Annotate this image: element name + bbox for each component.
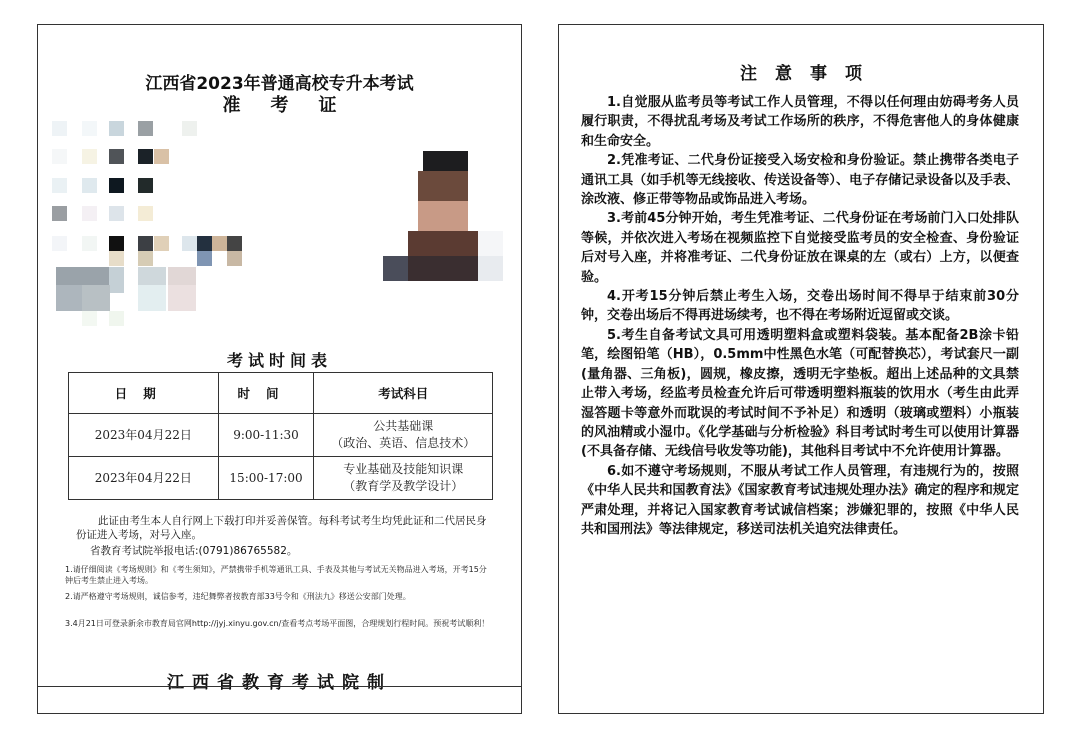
pixelated-block — [227, 251, 242, 266]
pixelated-block — [197, 236, 212, 251]
pixelated-block — [109, 251, 124, 266]
pixelated-block — [82, 121, 97, 136]
pixelated-block — [82, 149, 97, 164]
pixelated-block — [52, 121, 67, 136]
rule-item: 2.凭准考证、二代身份证接受入场安检和身份验证。禁止携带各类电子通讯工具（如手机等无线接收、传送设备等）、电子存储记录设备以及手表、涂改液、修正带等物品或饰品进入考场。 — [581, 153, 1019, 208]
pixelated-block — [109, 236, 124, 251]
pixelated-block — [82, 206, 97, 221]
exam-schedule-table — [68, 372, 493, 500]
row-subject — [314, 457, 493, 500]
schedule-title: 考试时间表 — [226, 351, 332, 370]
table-row — [69, 457, 493, 500]
pixelated-block — [154, 236, 169, 251]
subject-detail: （政治、英语、信息技术） — [331, 436, 476, 450]
row-time: 15:00-17:00 — [218, 457, 314, 500]
pixelated-block — [109, 311, 124, 326]
pixelated-block — [109, 121, 124, 136]
pixelated-block — [418, 201, 468, 231]
pixelated-block — [182, 236, 197, 251]
rule-item: 4.开考15分钟后禁止考生入场，交卷出场时间不得早于结束前30分钟，交卷出场后不得再进场续考，也不得在考场附近逗留或交谈。 — [581, 289, 1019, 324]
table-row — [69, 414, 493, 457]
pixelated-block — [52, 178, 67, 193]
rule-item: 1.自觉服从监考员等考试工作人员管理，不得以任何理由妨碍考务人员履行职责，不得扰乱考场及考试工作场所的秩序，不得危害他人的身体健康和生命安全。 — [581, 95, 1019, 149]
issuer-name: 江西省教育考试院制 — [167, 673, 392, 693]
subject-name: 公共基础课 — [373, 419, 434, 433]
pixelated-block — [383, 256, 408, 281]
rules-list — [581, 93, 1019, 539]
row-date: 2023年04月22日 — [69, 457, 219, 500]
header-date: 日期 — [69, 373, 219, 414]
pixelated-block — [52, 236, 67, 251]
table-header-row — [69, 373, 493, 414]
note-item: 2.请严格遵守考场规则，诚信参考，违纪舞弊者按教育部33号令和《刑法九》移送公安部门处理。 — [65, 592, 411, 601]
rule-item: 3.考前45分钟开始，考生凭准考证、二代身份证在考场前门入口处排队等候，并依次进入考场在视频监控下自觉接受监考员的安全检查、身份验证后对号入座，并将准考证、二代身份证放在课桌的左（或右）上方，以便查验。 — [581, 211, 1019, 285]
rule-item: 5.考生自备考试文具可用透明塑料盒或塑料袋装。基本配备2B涂卡铅笔，绘图铅笔（HB），0.5mm中性黑色水笔（可配替换芯），考试套尺一副(量角器、三角板)，圆规，橡皮擦，透明无字垫板。超出上述品种的文具禁止带入考场，经监考员检查允许后可带透明塑料瓶装的饮用水（考生由此弄湿答题卡等意外而耽误的考试时间不予补足）和透明（玻璃或塑料）小瓶装的风油精或小湿巾。《化学基础与分析检验》科目考试时考生可以使用计算器(不具备存储、无线信号收发等功能)，其他科目考试中不允许使用计算器。 — [581, 327, 1019, 460]
pixelated-block — [197, 251, 212, 266]
pixelated-block — [109, 178, 124, 193]
pixelated-block — [138, 285, 166, 311]
admission-ticket-page — [37, 24, 522, 714]
ticket-notice: 此证由考生本人自行网上下载打印并妥善保管。每科考试考生均凭此证和二代居民身份证进入考场，对号入座。 — [76, 515, 487, 541]
pixelated-block — [138, 206, 153, 221]
pixelated-block — [109, 206, 124, 221]
pixelated-block — [423, 151, 468, 171]
pixelated-block — [52, 149, 67, 164]
pixelated-block — [478, 256, 503, 281]
pixelated-block — [168, 285, 196, 311]
pixelated-block — [154, 149, 169, 164]
pixelated-block — [56, 285, 84, 311]
ticket-title: 江西省2023年普通高校专升本考试 — [145, 74, 414, 94]
ticket-subtitle: 准考证 — [222, 95, 367, 116]
pixelated-block — [82, 178, 97, 193]
header-time: 时间 — [218, 373, 314, 414]
rule-item: 6.如不遵守考场规则，不服从考试工作人员管理，有违规行为的，按照《中华人民共和国教育法》《国家教育考试违规处理办法》确定的程序和规定严肃处理，并将记入国家教育考试诚信档案；涉嫌犯罪的，按照《中华人民共和国刑法》等法律规定，移送司法机关追究法律责任。 — [581, 463, 1019, 537]
rules-heading: 注意事项 — [740, 64, 880, 84]
pixelated-block — [109, 267, 124, 293]
pixelated-block — [138, 121, 153, 136]
pixelated-block — [418, 171, 468, 201]
pixelated-block — [82, 236, 97, 251]
pixelated-block — [138, 236, 153, 251]
divider — [38, 686, 521, 687]
pixelated-block — [138, 178, 153, 193]
exam-rules-page — [558, 24, 1044, 714]
pixelated-block — [212, 236, 227, 251]
row-subject — [314, 414, 493, 457]
pixelated-block — [52, 206, 67, 221]
report-phone: 省教育考试院举报电话:(0791)86765582。 — [90, 545, 298, 557]
redacted-candidate-photo — [383, 151, 503, 281]
pixelated-block — [82, 285, 110, 311]
subject-name: 专业基础及技能知识课 — [343, 462, 464, 476]
header-subject: 考试科目 — [314, 373, 493, 414]
subject-detail: （教育学及教学设计） — [343, 479, 464, 493]
pixelated-block — [138, 149, 153, 164]
pixelated-block — [408, 256, 478, 281]
row-time: 9:00-11:30 — [218, 414, 314, 457]
note-item: 3.4月21日可登录新余市教育局官网http://jyj.xinyu.gov.cn/查看考点考场平面图，合理规划行程时间。预祝考试顺利！ — [65, 619, 490, 628]
row-date: 2023年04月22日 — [69, 414, 219, 457]
note-item: 1.请仔细阅读《考场规则》和《考生须知》，严禁携带手机等通讯工具、手表及其他与考试无关物品进入考场，开考15分钟后考生禁止进入考场。 — [65, 565, 487, 585]
pixelated-block — [82, 311, 97, 326]
pixelated-block — [408, 231, 478, 256]
pixelated-block — [182, 121, 197, 136]
pixelated-block — [138, 251, 153, 266]
redacted-personal-info — [52, 121, 312, 341]
pixelated-block — [109, 149, 124, 164]
pixelated-block — [478, 231, 503, 256]
pixelated-block — [227, 236, 242, 251]
